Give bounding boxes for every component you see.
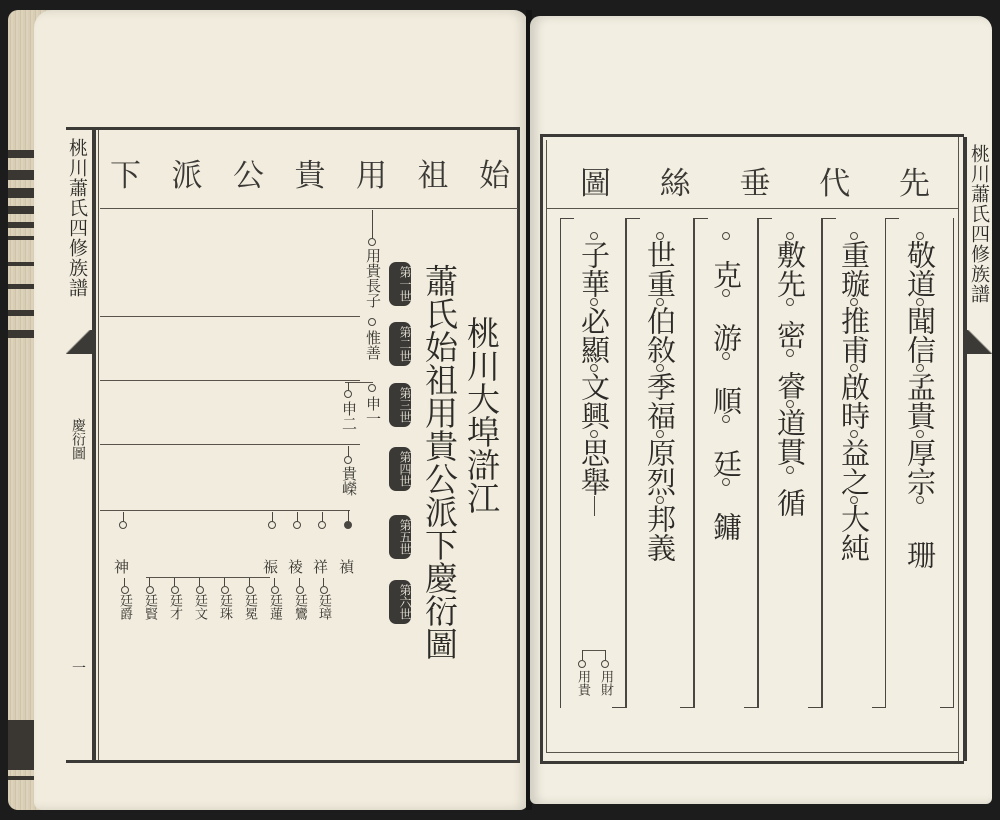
tree-node: [268, 521, 276, 529]
person-gen6-2: 廷鸞: [292, 578, 307, 620]
right-inner-rule-bottom: [546, 752, 958, 753]
tree-stem: [582, 650, 583, 660]
gen-badge-1: 第一世: [389, 262, 411, 306]
left-header: 始 祖 用 貴 公 派 下: [110, 158, 510, 194]
title-locale: 桃川大埠滸江: [462, 316, 501, 514]
fishtail-mark: [66, 330, 92, 354]
header-rule: [100, 208, 518, 209]
gen-badge-6: 第六世: [389, 580, 411, 624]
right-spine-rule: [963, 137, 967, 761]
gen-badge-2: 第二世: [389, 322, 411, 366]
lineage-column-4-names: 克 游 順 廷 鏞: [706, 218, 746, 541]
person-gen5-a: 禎: [339, 558, 355, 576]
spine-section-title: 慶衍圖: [70, 418, 86, 460]
lineage-column-3-names: 敷先 密 睿 道貫 循: [770, 218, 810, 517]
person-gen5-d: 祳: [263, 558, 279, 576]
person-gen6-7: 廷才: [167, 578, 182, 620]
tree-node: [601, 660, 609, 668]
tree-node: [368, 384, 376, 392]
tree-node: [368, 238, 376, 246]
title-main: 蕭氏始祖用貴公派下慶衍圖: [420, 264, 459, 660]
gen-row-line: [100, 380, 360, 381]
tree-node: [344, 521, 352, 529]
tree-node: [119, 521, 127, 529]
person-gen6-4: 廷冕: [242, 578, 257, 620]
gen-badge-4: 第四世: [389, 447, 411, 491]
fishtail-mark-right: [966, 330, 992, 354]
left-spine-rule: [92, 130, 96, 760]
gen-badge-3: 第三世: [389, 383, 411, 427]
tree-node: [318, 521, 326, 529]
person-gen6-8: 廷賢: [142, 578, 157, 620]
tree-node: [344, 390, 352, 398]
tree-node: [578, 660, 586, 668]
person-gen3-a: 申一: [364, 396, 382, 426]
person-gen5-b: 祥: [313, 558, 329, 576]
person-gen1: 用貴長子: [364, 248, 382, 308]
person-gen3-b: 申二: [340, 401, 358, 431]
lineage-column-6-names: 子華 必顯 文興 思舉: [574, 218, 614, 516]
person-gen6-9: 廷爵: [117, 578, 132, 620]
tree-branch: [345, 382, 373, 383]
tree-node: [344, 456, 352, 464]
person-gen6-1: 廷璋: [316, 578, 331, 620]
gen-row-line: [100, 444, 360, 445]
right-inner-rule: [546, 140, 547, 752]
person-gen4: 貴嶸: [340, 466, 358, 496]
page-number: 一: [72, 661, 86, 677]
right-spine-rule-thin: [958, 137, 959, 761]
person-gen2: 惟善: [364, 330, 382, 360]
tree-stem: [372, 210, 373, 240]
person-gen6-6: 廷文: [192, 578, 207, 620]
person-gen6-5: 廷珠: [217, 578, 232, 620]
tree-stem: [605, 650, 606, 660]
lineage-column-2-names: 重璇 推甫 啟時 益之 大純: [834, 218, 874, 562]
person-gen5-e: 神: [114, 558, 130, 576]
gen5-branch: [122, 510, 350, 511]
gen-row-line: [100, 316, 360, 317]
left-spine-rule-thin: [98, 130, 99, 760]
spine-book-title: 桃川蕭氏四修族譜: [66, 138, 88, 298]
person-gen6-3: 廷蓮: [267, 578, 282, 620]
person-gen5-c: 祾: [288, 558, 304, 576]
branch-col6-children: [582, 650, 606, 651]
spine-book-title-right: 桃川蕭氏四修族譜: [968, 144, 990, 304]
lineage-column-1-names: 敬道 聞信 孟貴 厚宗 珊: [900, 218, 940, 569]
lineage-column-5-names: 世重 伯敘 季福 原烈 邦義: [640, 218, 680, 562]
person-child-2: 用貴: [575, 670, 590, 696]
tree-node: [293, 521, 301, 529]
gen-badge-5: 第五世: [389, 515, 411, 559]
right-header-rule: [546, 208, 958, 209]
tree-node: [368, 318, 376, 326]
right-header: 先 代 垂 絲 圖: [580, 166, 930, 202]
person-child-1: 用財: [598, 670, 613, 696]
